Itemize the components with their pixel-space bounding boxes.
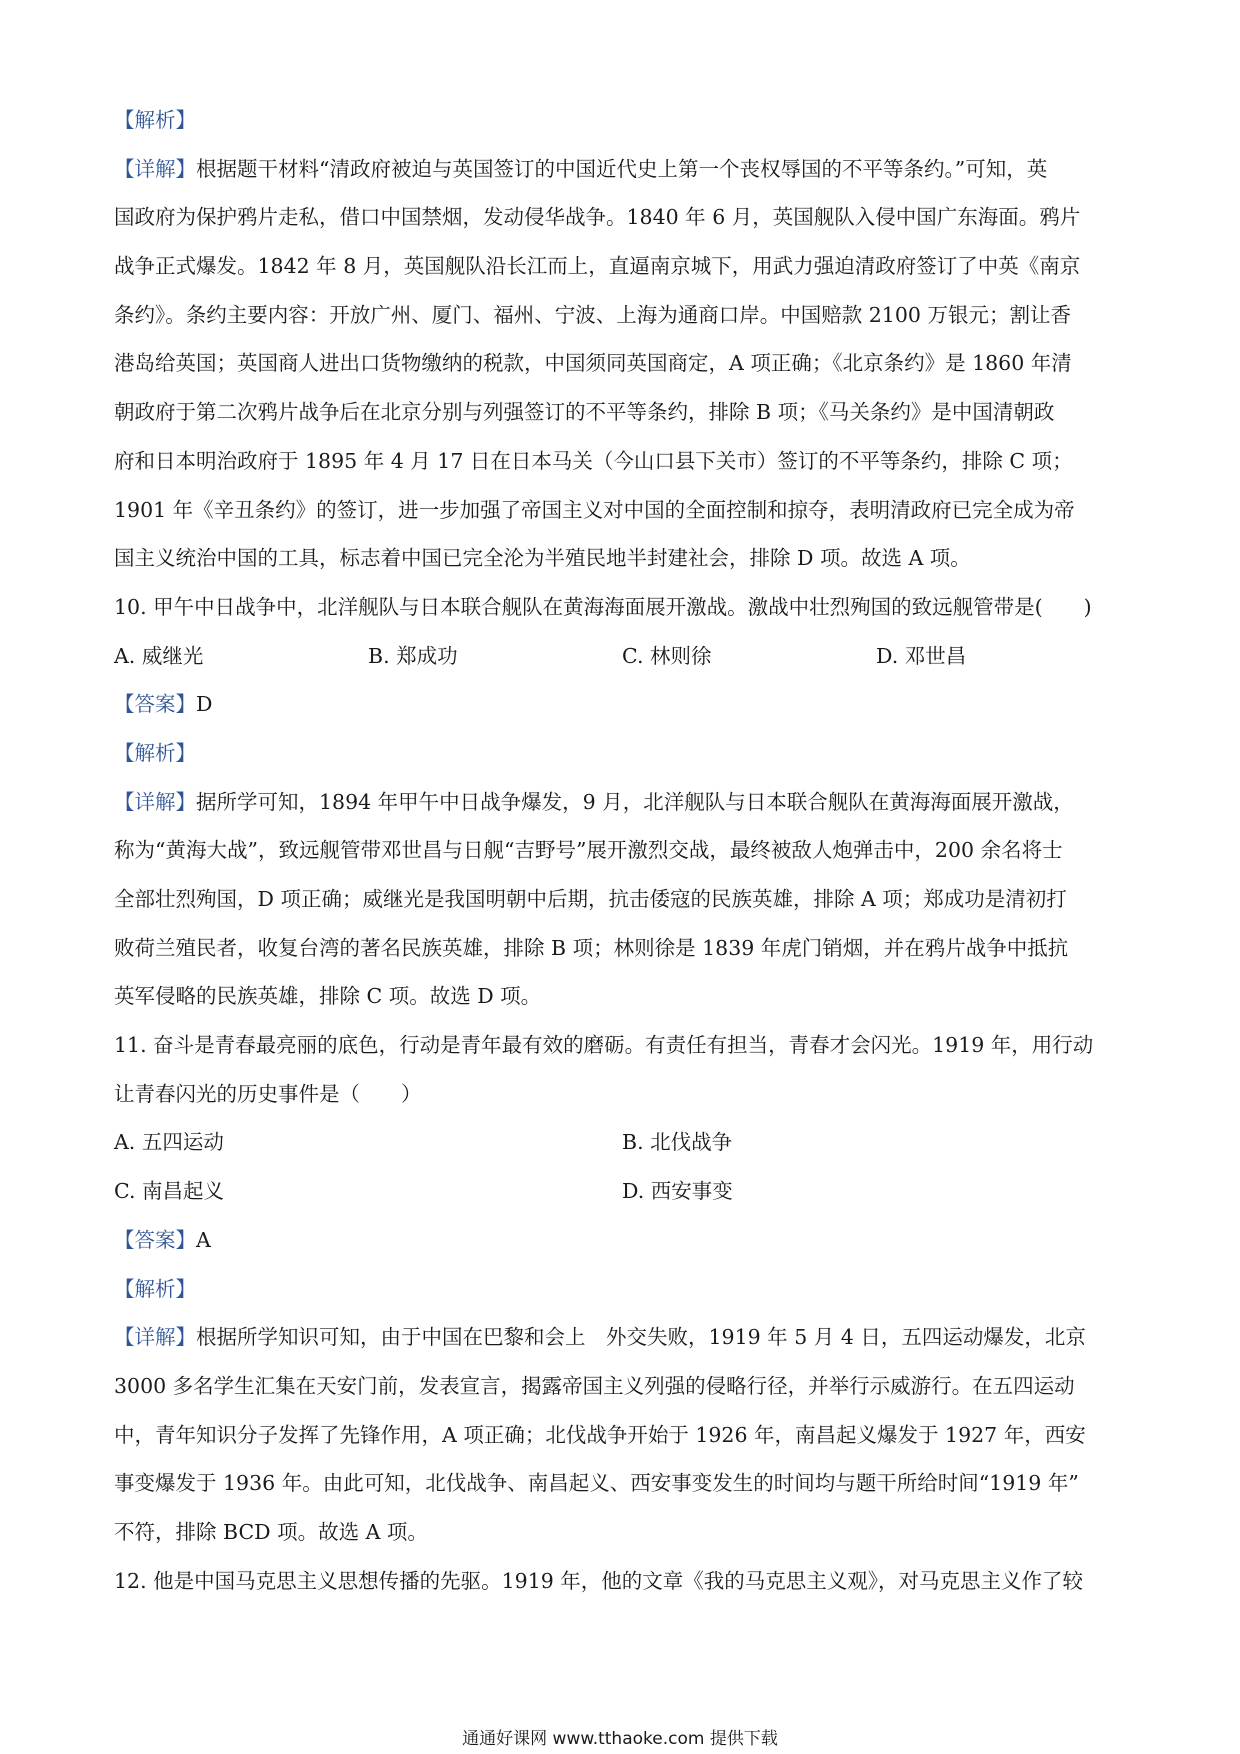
analysis-heading: 【解析】 [114, 740, 196, 765]
detail-tag: 【详解】 [114, 156, 196, 181]
option-d: D. 西安事变 [622, 1179, 733, 1204]
detail-line: 全部壮烈殉国，D 项正确；威继光是我国明朝中后期，抗击倭寇的民族英雄，排除 A 项；郑成功是清初打 [114, 887, 1067, 911]
detail-line: 事变爆发于 1936 年。由此可知，北伐战争、南昌起义、西安事变发生的时间均与题干所给时间“1919 年” [114, 1471, 1079, 1496]
page-footer: 通通好课网 www.tthaoke.com 提供下载 [462, 1729, 778, 1749]
question-11-stem: 11. 奋斗是青春最亮丽的底色，行动是青年最有效的磨砺。有责任有担当，青春才会闪光。1919 年，用行动 [114, 1033, 1094, 1058]
detail-line: 中，青年知识分子发挥了先锋作用，A 项正确；北伐战争开始于 1926 年，南昌起义爆发于 1927 年，西安 [114, 1422, 1086, 1447]
question-11-options [114, 1118, 1130, 1167]
detail-line: 国主义统治中国的工具，标志着中国已完全沦为半殖民地半封建社会，排除 D 项。故选 A 项。 [114, 546, 971, 571]
detail-line: 国政府为保护鸦片走私，借口中国禁烟，发动侵华战争。1840 年 6 月，英国舰队入侵中国广东海面。鸦片 [114, 205, 1081, 230]
question-10-stem: 10. 甲午中日战争中，北洋舰队与日本联合舰队在黄海海面展开激战。激战中壮烈殉国的致远舰管带是( ) [114, 594, 1092, 619]
option-b: B. 郑成功 [368, 643, 458, 668]
option-a: A. 威继光 [114, 643, 204, 668]
detail-tag: 【详解】 [114, 1325, 196, 1350]
answer-value: D [196, 692, 213, 717]
option-c: C. 林则徐 [622, 643, 712, 668]
answer-value: A [196, 1227, 211, 1252]
analysis-heading: 【解析】 [114, 108, 196, 132]
detail-line: 英军侵略的民族英雄，排除 C 项。故选 D 项。 [114, 984, 542, 1009]
detail-line: 【详解】根据题干材料“清政府被迫与英国签订的中国近代史上第一个丧权辱国的不平等条约。”可知，英 [114, 156, 1048, 181]
option-d: D. 邓世昌 [876, 643, 967, 668]
detail-line: 称为“黄海大战”，致远舰管带邓世昌与日舰“吉野号”展开激烈交战，最终被敌人炮弹击中，200 余名将士 [114, 838, 1063, 863]
detail-tag: 【详解】 [114, 789, 196, 814]
detail-line: 1901 年《辛丑条约》的签订，进一步加强了帝国主义对中国的全面控制和掠夺，表明清政府已完全成为帝 [114, 497, 1075, 522]
question-11-stem: 让青春闪光的历史事件是（ ） [114, 1081, 422, 1106]
detail-line: 条约》。条约主要内容：开放广州、厦门、福州、宁波、上海为通商口岸。中国赔款 2100 万银元；割让香 [114, 302, 1071, 327]
detail-line: 不符，排除 BCD 项。故选 A 项。 [114, 1519, 428, 1544]
answer-line [114, 1216, 1130, 1265]
document-body [114, 96, 1130, 1605]
detail-line: 败荷兰殖民者，收复台湾的著名民族英雄，排除 B 项；林则徐是 1839 年虎门销烟，并在鸦片战争中抵抗 [114, 935, 1069, 960]
question-10-options [114, 632, 1130, 681]
answer-tag: 【答案】 [114, 692, 196, 717]
detail-line: 【详解】据所学可知，1894 年甲午中日战争爆发，9 月，北洋舰队与日本联合舰队在黄海海面展开激战， [114, 789, 1074, 814]
option-c: C. 南昌起义 [114, 1179, 224, 1204]
detail-line: 【详解】根据所学知识可知，由于中国在巴黎和会上 外交失败，1919 年 5 月 4 日，五四运动爆发，北京 [114, 1325, 1086, 1350]
detail-line: 战争正式爆发。1842 年 8 月，英国舰队沿长江而上，直逼南京城下，用武力强迫清政府签订了中英《南京 [114, 254, 1081, 279]
question-11-options [114, 1167, 1130, 1216]
detail-line: 3000 多名学生汇集在天安门前，发表宣言，揭露帝国主义列强的侵略行径，并举行示威游行。在五四运动 [114, 1373, 1075, 1398]
detail-line: 府和日本明治政府于 1895 年 4 月 17 日在日本马关（今山口县下关市）签订的不平等条约，排除 C 项； [114, 448, 1073, 473]
detail-line: 朝政府于第二次鸦片战争后在北京分别与列强签订的不平等条约，排除 B 项；《马关条约》是中国清朝政 [114, 400, 1055, 425]
option-a: A. 五四运动 [114, 1130, 224, 1155]
option-b: B. 北伐战争 [622, 1130, 733, 1155]
detail-line: 港岛给英国；英国商人进出口货物缴纳的税款，中国须同英国商定，A 项正确；《北京条约》是 1860 年清 [114, 351, 1072, 376]
answer-line [114, 680, 1130, 729]
analysis-heading: 【解析】 [114, 1276, 196, 1301]
answer-tag: 【答案】 [114, 1227, 196, 1252]
question-12-stem: 12. 他是中国马克思主义思想传播的先驱。1919 年，他的文章《我的马克思主义观》，对马克思主义作了较 [114, 1568, 1084, 1593]
